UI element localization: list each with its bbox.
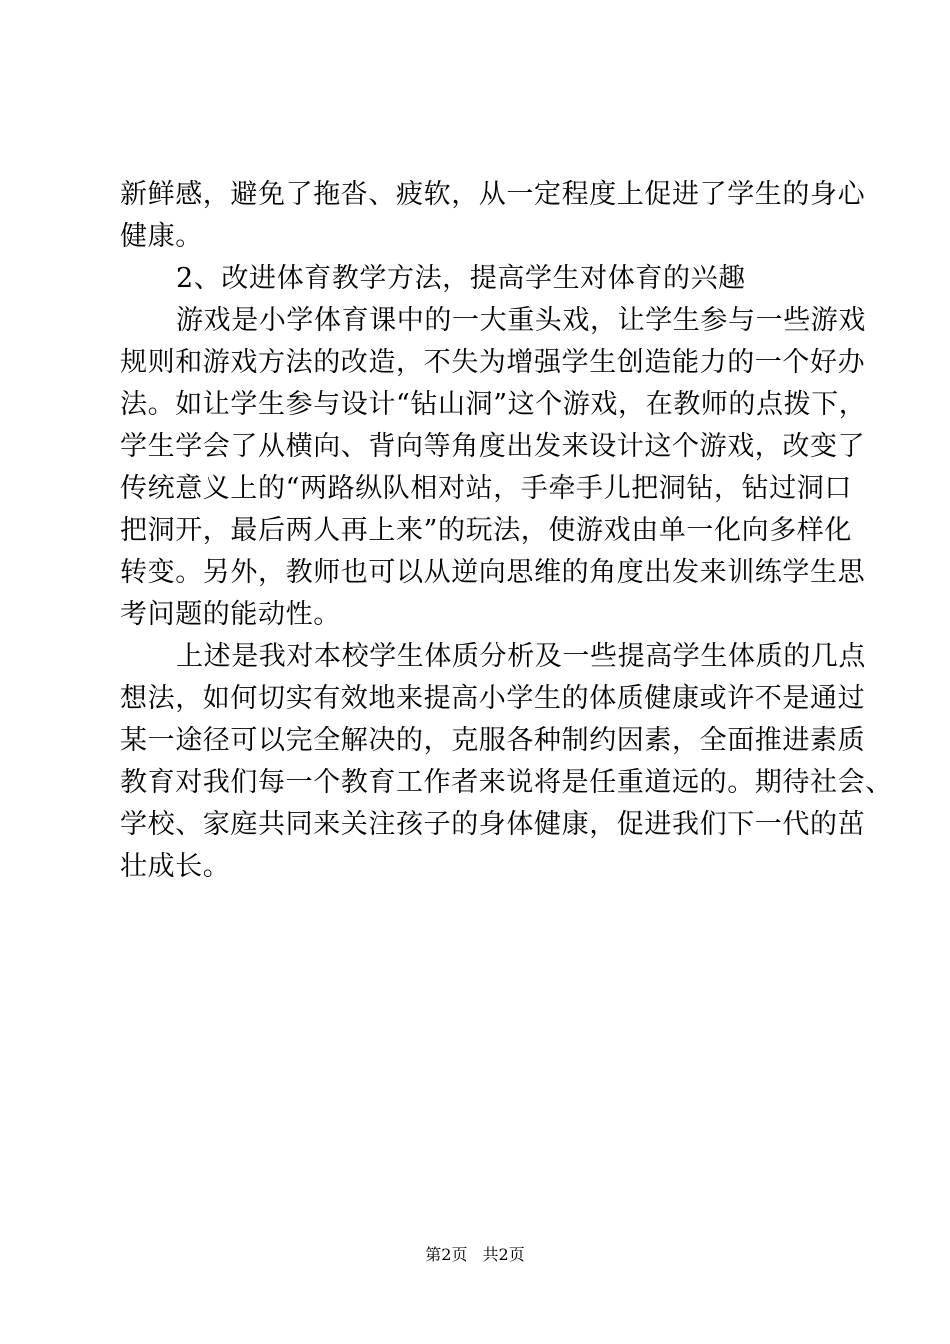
paragraph-line: 传统意义上的“两路纵队相对站，手牵手儿把洞钻，钻过洞口 [120,473,853,504]
paragraph-line: 游戏是小学体育课中的一大重头戏，让学生参与一些游戏 [176,305,866,336]
paragraph-line: 规则和游戏方法的改造，不失为增强学生创造能力的一个好办 [120,347,866,378]
paragraph-line: 壮成长。 [120,851,231,882]
paragraph-line: 健康。 [120,221,203,252]
paragraph-line: 考问题的能动性。 [120,599,341,630]
paragraph-line: 学生学会了从横向、背向等角度出发来设计这个游戏，改变了 [120,431,866,462]
section-heading: 2、改进体育教学方法，提高学生对体育的兴趣 [176,263,746,294]
body-text [120,174,893,888]
paragraph-line: 上述是我对本校学生体质分析及一些提高学生体质的几点 [176,641,866,672]
page-footer [0,1242,950,1265]
page-total: 共2页 [482,1245,525,1264]
paragraph-line: 把洞开，最后两人再上来”的玩法，使游戏由单一化向多样化 [120,515,853,546]
paragraph-line: 转变。另外，教师也可以从逆向思维的角度出发来训练学生思 [120,557,866,588]
paragraph-line: 法。如让学生参与设计“钻山洞”这个游戏，在教师的点拨下， [120,389,867,420]
paragraph-line: 新鲜感，避免了拖沓、疲软，从一定程度上促进了学生的身心 [120,179,866,210]
paragraph-line: 教育对我们每一个教育工作者来说将是任重道远的。期待社会、 [120,767,893,798]
paragraph-line: 某一途径可以完全解决的，克服各种制约因素，全面推进素质 [120,725,866,756]
paragraph-line: 想法，如何切实有效地来提高小学生的体质健康或许不是通过 [120,683,866,714]
paragraph-line: 学校、家庭共同来关注孩子的身体健康，促进我们下一代的茁 [120,809,866,840]
page-number: 第2页 [425,1245,468,1264]
